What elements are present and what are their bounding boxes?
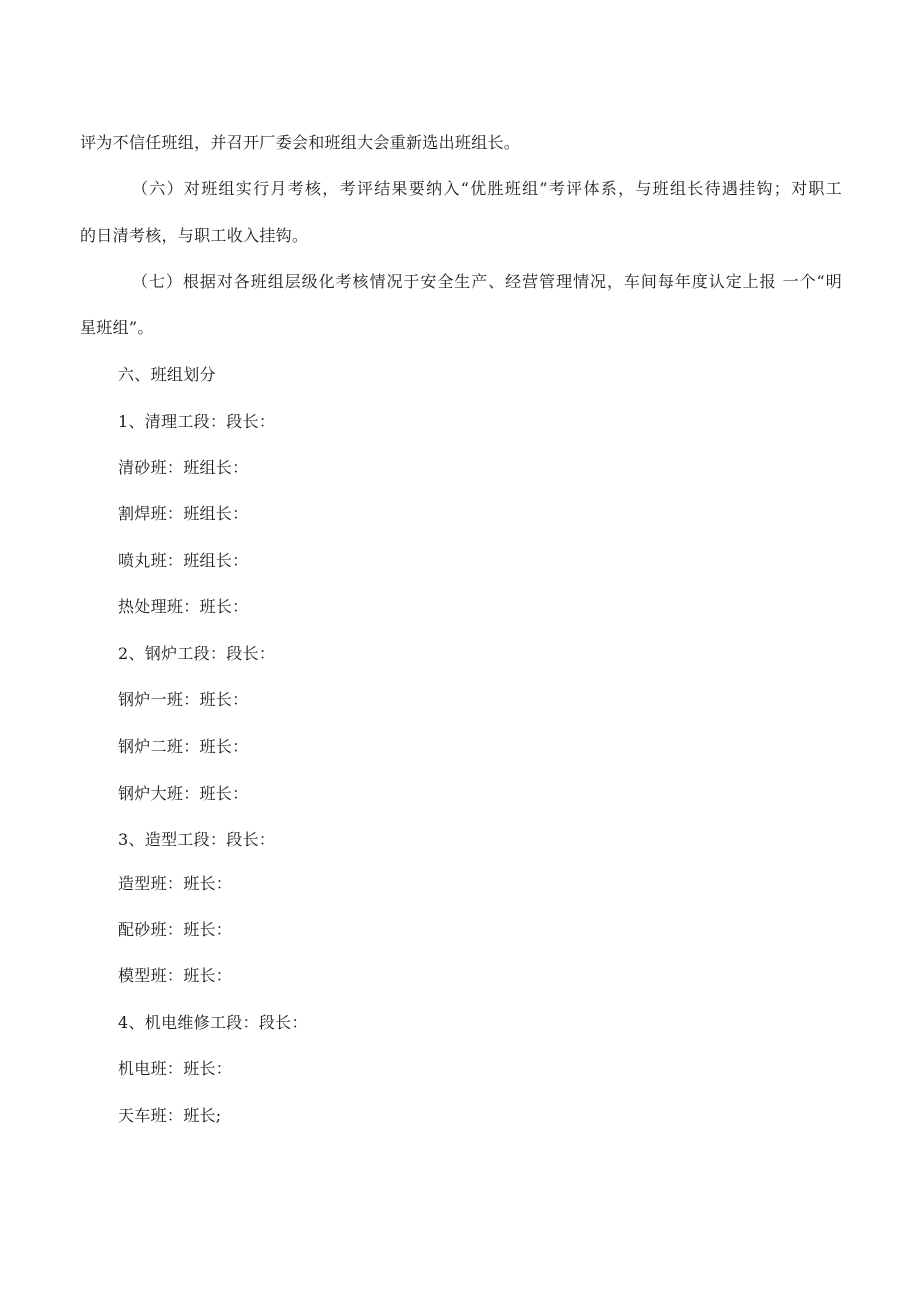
team-entry: 喷丸班：班组长： [118,551,249,570]
team-entry: 配砂班：班长： [118,920,233,939]
paragraph-six-line-1: （六）对班组实行月考核，考评结果要纳入“优胜班组”考评体系，与班组长待遇挂钩；对职工 [132,179,842,198]
section-title: 六、班组划分 [118,365,216,384]
team-entry: 机电班：班长： [118,1059,233,1078]
team-entry: 割焊班：班组长： [118,504,249,523]
paragraph-continuation: 评为不信任班组，并召开厂委会和班组大会重新选出班组长。 [80,133,521,152]
division-heading: 3、造型工段：段长： [118,830,276,849]
team-entry: 模型班：班长： [118,966,233,985]
paragraph-seven-line-2: 星班组”。 [80,318,154,337]
team-entry: 钢炉二班：班长： [118,737,249,756]
division-heading: 1、清理工段：段长： [118,412,276,431]
team-entry: 热处理班：班长： [118,597,249,616]
paragraph-seven-line-1: （七）根据对各班组层级化考核情况于安全生产、经营管理情况，车间每年度认定上报 一个“明 [132,272,842,291]
paragraph-six-line-2: 的日清考核，与职工收入挂钩。 [80,226,309,245]
division-heading: 4、机电维修工段：段长： [118,1013,308,1032]
team-entry: 清砂班：班组长： [118,458,249,477]
team-entry: 造型班：班长： [118,874,233,893]
team-entry: 天车班：班长; [118,1106,222,1125]
division-heading: 2、钢炉工段：段长： [118,644,276,663]
team-entry: 钢炉一班：班长： [118,690,249,709]
team-entry: 钢炉大班：班长： [118,784,249,803]
